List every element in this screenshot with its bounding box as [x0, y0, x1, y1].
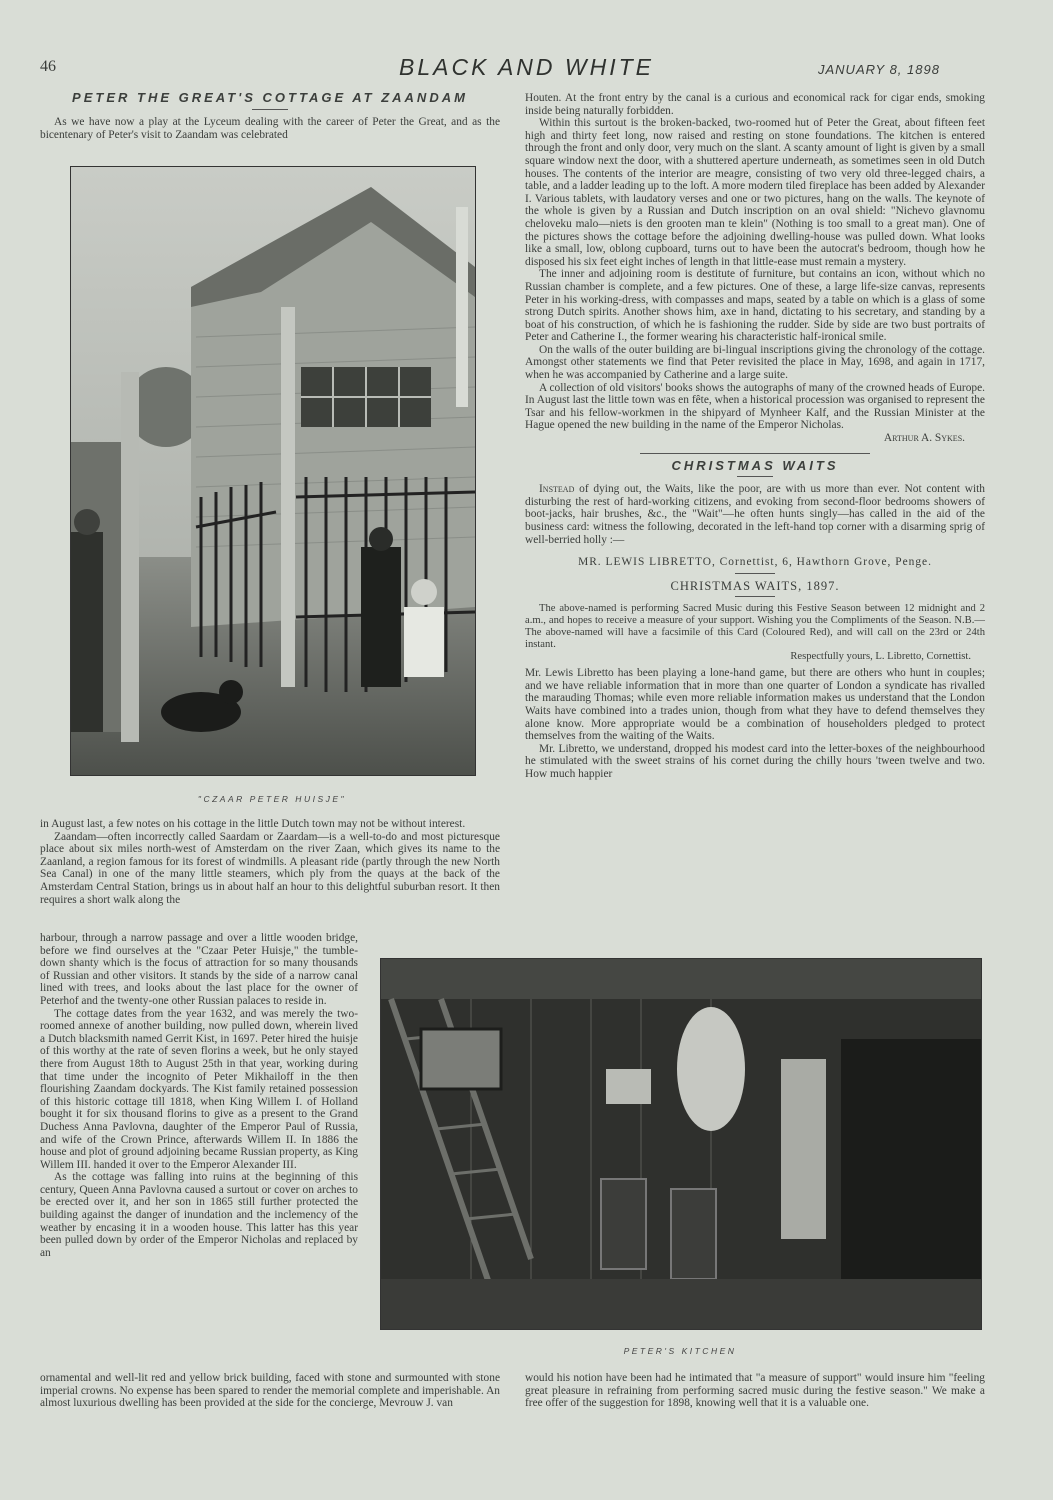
paragraph: Within this surtout is the broken-backed, two-roomed hut of Peter the Great, about fifteen feet high and thirty feet long, now raised and resting on stone foundations. The kitchen is entered through the front and only door, very much on the slant. A scanty amount of light is given by a small square window next the door, with a shuttered aperture underneath, as sometimes seen in old Dutch houses. The contents of the interior are meagre, consisting of two very old three-legged chairs, a table, and a ladder leading up to the loft. A more modern tiled fireplace has been added by Alexander I. Various tablets, with laudatory verses and one or two pictures, hang on the walls. The keynote of the whole is given by a Russian and Dutch inscription on an oval shield: "Nichevo glavnomu cheloveku malo—niets is den grooten man te klein" (Nothing is too small to a great man). One of the pictures shows the cottage before the adjoining dwelling-house was pulled down. What looks like a small, low, oblong cupboard, turns out to have been the autocrat's bedroom, though how he disposed his six feet eight inches of length in that little-ease must remain a mystery.: [525, 117, 985, 268]
author-signature: Arthur A. Sykes.: [883, 432, 965, 445]
divider: [735, 573, 775, 574]
paragraph: in August last, a few notes on his cottage in the little Dutch town may not be without interest.: [40, 818, 466, 830]
paragraph: Mr. Lewis Libretto has been playing a lone-hand game, but there are others who hunt in couples; and we have reliable information that in more than one quarter of London a syndicate has rivalled the marauding Thomas; while even more reliable information makes us understand that the London Waits have combined into a trades union, though from what they have to defend themselves they alone know. More appropriate would be a combination of householders pledged to protect themselves from the waiting of the Waits.: [525, 667, 985, 743]
photo-peters-kitchen: [380, 958, 982, 1330]
divider: [735, 596, 775, 597]
paragraph: [525, 483, 985, 546]
intro-paragraph: As we have now a play at the Lyceum dealing with the career of Peter the Great, and as the bicentenary of Peter's visit to Zaandam was celebrated: [40, 116, 500, 141]
divider: [252, 109, 288, 110]
photo-czaar-peter-huisje: [70, 166, 476, 776]
article-peter-cottage: [40, 90, 500, 141]
lead-word: Instead: [539, 483, 575, 496]
divider: [737, 476, 773, 477]
kitchen-photo-illustration: [381, 959, 981, 1329]
paragraph: would his notion have been had he intimated that "a measure of support" would insure him "feeling great pleasure in refraining from performing sacred music during the festive season." We make a free offer of the suggestion for 1898, knowing well that it is a valuable one.: [525, 1372, 985, 1410]
card-line-1: MR. LEWIS LIBRETTO, Cornettist, 6, Hawthorn Grove, Penge.: [578, 556, 932, 569]
paragraph: Houten. At the front entry by the canal is a curious and economical rack for cigar ends, smoking inside being naturally forbidden.: [525, 92, 985, 117]
paragraph: ornamental and well-lit red and yellow brick building, faced with stone and surmounted with stone imperial crowns. No expense has been spared to render the memorial complete and imperishable. An almost luxurious dwelling has been provided at the side for the concierge, Mevrouw J. van: [40, 1372, 500, 1410]
page-number: 46: [40, 58, 56, 75]
paragraph: A collection of old visitors' books shows the autographs of many of the crowned heads of Europe. In August last the little town was en fête, when a historical procession was organised to represent the Tsar and his fellow-workmen in the shipyard of Mynheer Kalf, and the Russian Minister at the Hague opened the new building in the name of the Emperor Nicholas.: [525, 381, 985, 432]
article-title: PETER THE GREAT'S COTTAGE AT ZAANDAM: [72, 90, 468, 105]
divider: [640, 453, 870, 454]
paragraph: Zaandam—often incorrectly called Saardam or Zaardam—is a well-to-do and most picturesque place about six miles north-west of Amsterdam on the river Zaan, which gives its name to the Zaanland, a region famous for its forest of windmills. A pleasant ride (partly through the new North Sea Canal) in one of the many little steamers, which ply from the quays at the back of the Amsterdam Central Station, brings us in about half an hour to this delightful suburban resort. It then requires a short walk along the: [40, 830, 500, 906]
masthead: BLACK AND WHITE: [398, 54, 654, 80]
paragraph: Mr. Libretto, we understand, dropped his modest card into the letter-boxes of the neighbourhood he stimulated with the sweet strains of his cornet during the chilly hours 'tween twelve and two. How much happier: [525, 742, 985, 780]
paragraph: On the walls of the outer building are bi-lingual inscriptions giving the chronology of the cottage. Amongst other statements we find that Peter revisited the place in May, 1698, and again in 1717, when he was accompanied by Catherine and a large suite.: [525, 343, 985, 382]
right-bottom-text: [525, 1372, 985, 1410]
paragraph: The inner and adjoining room is destitute of furniture, but contains an icon, without which no Russian chamber is complete, and a few pictures. One of these, a large life-size canvas, represents Peter in his working-dress, with compasses and maps, seated by a table on which is a glass of some strong Dutch spirits. Another shows him, axe in hand, dictating to his secretary, and standing by a boat of his construction, of which he is fashioning the rudder. Side by side are two bust portraits of Peter and Catherine I., the former wearing his characteristic half-ironical smile.: [525, 268, 985, 344]
cottage-photo-illustration: [71, 167, 475, 775]
paragraph: harbour, through a narrow passage and over a little wooden bridge, before we find ourselves at the "Czaar Peter Huisje," the tumble-down shanty which is the focus of attraction for so many thousands of Russian and other visitors. It stands by the side of a narrow canal lined with trees, and looks about the last place for the owner of Peterhof and the twenty-one other Russian palaces to reside in.: [40, 932, 358, 1007]
left-narrow-column: [40, 932, 358, 1259]
card-line-2: CHRISTMAS WAITS, 1897.: [670, 578, 840, 593]
photo2-caption: PETER'S KITCHEN: [623, 1346, 737, 1356]
card-body: The above-named is performing Sacred Music during this Festive Season between 12 midnight and 2 a.m., and hopes to receive a measure of your support. Wishing you the Compliments of the Season. N.B.—The above-named will have a facsimile of this Card (Coloured Red), and will call on the 23rd or 24th instant.: [525, 603, 985, 650]
card-signature: Respectfully yours, L. Libretto, Cornettist.: [790, 650, 971, 662]
right-column: [525, 92, 985, 781]
paragraph: The cottage dates from the year 1632, and was merely the two-roomed annexe of another building, now pulled down, wherein lived a Dutch blacksmith named Gerrit Kist, in 1697. Peter hired the huisje of this worthy at the rate of seven florins a week, but he only stayed there from August 18th to August 25th in that year, working during that time under the incognito of Peter Mikhailoff in the then flourishing Zaandam dockyards. The Kist family retained possession of this historic cottage till 1818, when King Willem I. of Holland bought it for six thousand florins to give as a present to the Grand Duchess Anna Pavlovna, daughter of the Emperor Paul of Russia, and wife of the Crown Prince, afterwards Willem II. In 1886 the house and plot of ground adjoining became Russian property, as King Willem III. handed it over to the Emperor Alexander III.: [40, 1007, 358, 1171]
paragraph-text: of dying out, the Waits, like the poor, are with us more than ever. Not content with disturbing the rest of hard-working citizens, and evoking from second-floor bedrooms showers of boot-jacks, hair brushes, &c., the "Wait"—he often hunts singly—has called in the aid of the business card: witness the following, decorated in the left-hand top corner with a disarming sprig of well-berried holly :—: [525, 483, 985, 546]
article-title-christmas-waits: CHRISTMAS WAITS: [671, 457, 839, 473]
left-bottom-text: [40, 1372, 500, 1410]
left-column-continued: [40, 818, 500, 906]
paragraph: As the cottage was falling into ruins at the beginning of this century, Queen Anna Pavlovna caused a surtout or cover on arches to be erected over it, and her son in 1865 still further protected the building against the danger of inundation and the inclemency of the weather by encasing it in a wooden house. This latter has this year been pulled down by order of the Emperor Nicholas and replaced by an: [40, 1171, 358, 1259]
issue-date: JANUARY 8, 1898: [818, 62, 940, 77]
photo1-caption: "CZAAR PETER HUISJE": [197, 794, 347, 804]
